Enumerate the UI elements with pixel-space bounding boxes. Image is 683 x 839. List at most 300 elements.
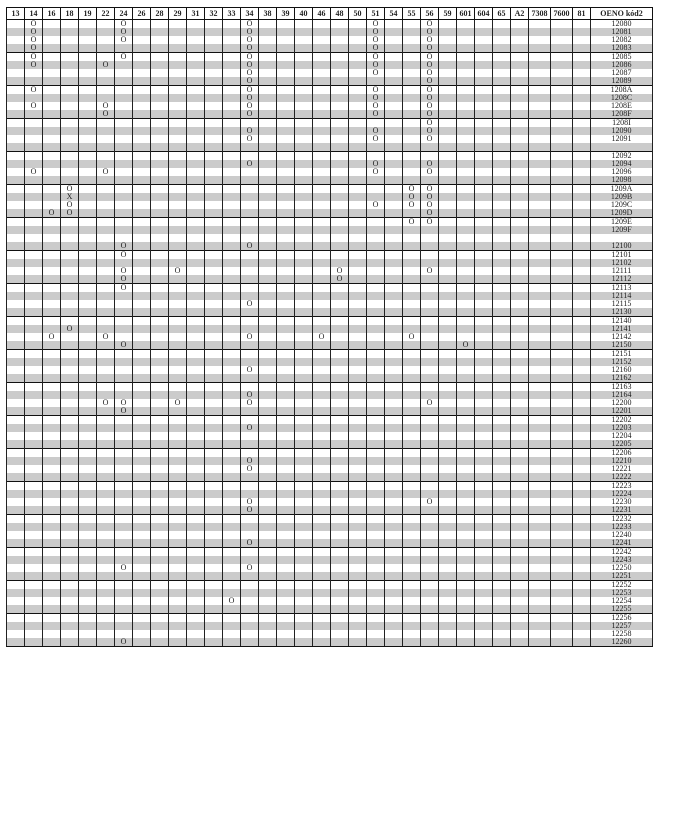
mark-cell <box>79 185 97 194</box>
mark-cell <box>385 317 403 326</box>
mark-cell <box>25 523 43 531</box>
mark-cell <box>439 275 457 284</box>
mark-cell <box>7 209 25 218</box>
mark-cell <box>385 449 403 458</box>
mark-cell <box>133 201 151 209</box>
mark-cell <box>367 597 385 605</box>
mark-cell <box>97 358 115 366</box>
mark-cell: O <box>421 218 439 227</box>
mark-cell <box>439 168 457 176</box>
mark-cell <box>169 548 187 557</box>
mark-cell <box>493 630 511 638</box>
mark-cell <box>421 531 439 539</box>
mark-cell <box>79 36 97 44</box>
mark-cell <box>349 102 367 110</box>
mark-cell <box>241 292 259 300</box>
mark-cell <box>187 20 205 29</box>
mark-cell <box>205 135 223 143</box>
mark-cell <box>97 341 115 350</box>
mark-cell <box>493 556 511 564</box>
table-row <box>7 69 653 77</box>
mark-cell <box>25 135 43 143</box>
mark-cell <box>223 143 241 152</box>
mark-cell <box>205 407 223 416</box>
mark-cell <box>7 416 25 425</box>
table-row <box>7 432 653 440</box>
mark-cell <box>169 292 187 300</box>
header-col-55: 55 <box>403 8 421 20</box>
mark-cell <box>367 374 385 383</box>
oeno-code-cell: 1209C <box>591 201 653 209</box>
mark-cell: O <box>367 168 385 176</box>
oeno-code-cell: 12082 <box>591 36 653 44</box>
mark-cell <box>493 86 511 95</box>
oeno-code-cell: 12087 <box>591 69 653 77</box>
mark-cell <box>277 572 295 581</box>
mark-cell <box>457 44 475 53</box>
mark-cell <box>457 473 475 482</box>
mark-cell <box>511 490 529 498</box>
mark-cell <box>277 350 295 359</box>
mark-cell <box>43 597 61 605</box>
mark-cell <box>187 275 205 284</box>
mark-cell <box>367 572 385 581</box>
mark-cell <box>25 383 43 392</box>
mark-cell <box>403 86 421 95</box>
mark-cell <box>7 498 25 506</box>
mark-cell <box>7 589 25 597</box>
mark-cell <box>331 317 349 326</box>
mark-cell <box>457 308 475 317</box>
mark-cell: O <box>367 61 385 69</box>
mark-cell <box>385 482 403 491</box>
mark-cell <box>403 94 421 102</box>
mark-cell: O <box>61 185 79 194</box>
mark-cell <box>385 399 403 407</box>
mark-cell <box>331 581 349 590</box>
mark-cell <box>331 622 349 630</box>
mark-cell <box>457 399 475 407</box>
mark-cell <box>7 374 25 383</box>
mark-cell <box>529 630 551 638</box>
mark-cell <box>439 622 457 630</box>
mark-cell <box>187 482 205 491</box>
mark-cell <box>151 548 169 557</box>
mark-cell <box>79 110 97 119</box>
mark-cell <box>493 127 511 135</box>
mark-cell <box>151 589 169 597</box>
mark-cell <box>223 69 241 77</box>
mark-cell <box>133 589 151 597</box>
mark-cell <box>277 506 295 515</box>
mark-cell <box>385 152 403 161</box>
mark-cell <box>573 36 591 44</box>
mark-cell <box>133 457 151 465</box>
mark-cell <box>511 292 529 300</box>
mark-cell <box>493 482 511 491</box>
mark-cell <box>475 242 493 251</box>
mark-cell <box>115 152 133 161</box>
mark-cell <box>573 449 591 458</box>
mark-cell <box>151 383 169 392</box>
mark-cell <box>493 424 511 432</box>
mark-cell <box>367 143 385 152</box>
mark-cell <box>551 242 573 251</box>
mark-cell <box>551 564 573 572</box>
mark-cell <box>457 193 475 201</box>
mark-cell: O <box>403 193 421 201</box>
mark-cell <box>25 614 43 623</box>
mark-cell <box>7 152 25 161</box>
mark-cell <box>205 234 223 242</box>
mark-cell <box>259 581 277 590</box>
mark-cell <box>493 638 511 647</box>
mark-cell <box>457 374 475 383</box>
mark-cell <box>205 284 223 293</box>
mark-cell <box>7 333 25 341</box>
mark-cell <box>277 176 295 185</box>
mark-cell <box>529 473 551 482</box>
oeno-code-cell: 12251 <box>591 572 653 581</box>
mark-cell <box>493 317 511 326</box>
mark-cell <box>115 259 133 267</box>
mark-cell: O <box>97 168 115 176</box>
mark-cell <box>421 374 439 383</box>
mark-cell <box>475 506 493 515</box>
mark-cell <box>223 36 241 44</box>
mark-cell <box>367 449 385 458</box>
mark-cell <box>115 506 133 515</box>
mark-cell <box>79 284 97 293</box>
mark-cell <box>331 226 349 234</box>
mark-cell <box>61 515 79 524</box>
mark-cell <box>493 614 511 623</box>
mark-cell <box>511 638 529 647</box>
oeno-code-cell: 1209B <box>591 193 653 201</box>
mark-cell <box>151 234 169 242</box>
mark-cell <box>151 523 169 531</box>
mark-cell <box>223 160 241 168</box>
mark-cell <box>551 284 573 293</box>
mark-cell <box>511 28 529 36</box>
mark-cell <box>313 242 331 251</box>
mark-cell <box>439 465 457 473</box>
mark-cell <box>79 325 97 333</box>
mark-cell <box>367 300 385 308</box>
mark-cell <box>295 308 313 317</box>
header-col-19: 19 <box>79 8 97 20</box>
mark-cell <box>349 366 367 374</box>
mark-cell <box>313 127 331 135</box>
mark-cell <box>349 152 367 161</box>
mark-cell <box>349 416 367 425</box>
mark-cell <box>259 20 277 29</box>
mark-cell: O <box>61 209 79 218</box>
mark-cell <box>205 614 223 623</box>
mark-cell <box>223 424 241 432</box>
mark-cell <box>241 119 259 128</box>
mark-cell: O <box>241 86 259 95</box>
mark-cell <box>151 440 169 449</box>
mark-cell <box>457 457 475 465</box>
mark-cell: O <box>241 391 259 399</box>
mark-cell <box>511 317 529 326</box>
mark-cell: O <box>25 168 43 176</box>
mark-cell <box>187 251 205 260</box>
mark-cell <box>61 383 79 392</box>
mark-cell <box>385 350 403 359</box>
mark-cell <box>115 201 133 209</box>
oeno-code-cell: 12210 <box>591 457 653 465</box>
mark-cell: O <box>421 28 439 36</box>
mark-cell <box>205 292 223 300</box>
mark-cell <box>385 201 403 209</box>
mark-cell <box>457 498 475 506</box>
mark-cell <box>457 94 475 102</box>
mark-cell <box>475 234 493 242</box>
mark-cell <box>259 267 277 275</box>
mark-cell <box>367 209 385 218</box>
mark-cell <box>313 201 331 209</box>
mark-cell <box>385 572 403 581</box>
mark-cell <box>331 110 349 119</box>
mark-cell <box>403 127 421 135</box>
table-row <box>7 193 653 201</box>
mark-cell <box>349 333 367 341</box>
mark-cell <box>169 515 187 524</box>
mark-cell <box>457 407 475 416</box>
mark-cell <box>259 143 277 152</box>
mark-cell <box>187 341 205 350</box>
mark-cell <box>25 341 43 350</box>
mark-cell <box>573 53 591 62</box>
mark-cell <box>421 325 439 333</box>
mark-cell <box>493 168 511 176</box>
mark-cell <box>205 308 223 317</box>
mark-cell: O <box>367 201 385 209</box>
mark-cell <box>403 341 421 350</box>
mark-cell <box>349 119 367 128</box>
mark-cell <box>7 515 25 524</box>
mark-cell <box>133 523 151 531</box>
mark-cell <box>367 350 385 359</box>
table-row <box>7 234 653 242</box>
mark-cell <box>403 308 421 317</box>
mark-cell <box>331 614 349 623</box>
mark-cell <box>277 325 295 333</box>
mark-cell <box>475 333 493 341</box>
mark-cell <box>349 242 367 251</box>
mark-cell <box>25 482 43 491</box>
mark-cell: O <box>241 506 259 515</box>
mark-cell <box>331 53 349 62</box>
mark-cell <box>97 424 115 432</box>
mark-cell <box>187 44 205 53</box>
mark-cell <box>421 539 439 548</box>
mark-cell <box>169 209 187 218</box>
mark-cell <box>259 622 277 630</box>
mark-cell <box>403 242 421 251</box>
mark-cell <box>277 523 295 531</box>
header-col-38: 38 <box>259 8 277 20</box>
mark-cell <box>475 53 493 62</box>
mark-cell <box>241 523 259 531</box>
mark-cell <box>61 350 79 359</box>
mark-cell <box>551 457 573 465</box>
mark-cell <box>313 548 331 557</box>
mark-cell: O <box>367 102 385 110</box>
mark-cell <box>133 473 151 482</box>
mark-cell <box>61 638 79 647</box>
mark-cell <box>43 69 61 77</box>
mark-cell <box>457 350 475 359</box>
mark-cell <box>295 135 313 143</box>
mark-cell <box>385 234 403 242</box>
mark-cell <box>439 20 457 29</box>
mark-cell <box>349 350 367 359</box>
mark-cell: O <box>421 44 439 53</box>
mark-cell <box>7 135 25 143</box>
mark-cell <box>403 28 421 36</box>
mark-cell <box>551 556 573 564</box>
mark-cell <box>79 506 97 515</box>
mark-cell <box>511 201 529 209</box>
mark-cell <box>25 160 43 168</box>
mark-cell <box>475 251 493 260</box>
mark-cell <box>573 86 591 95</box>
mark-cell <box>79 523 97 531</box>
table-row <box>7 597 653 605</box>
mark-cell <box>241 374 259 383</box>
mark-cell <box>205 622 223 630</box>
mark-cell <box>295 424 313 432</box>
mark-cell <box>493 383 511 392</box>
mark-cell <box>421 482 439 491</box>
header-col-26: 26 <box>133 8 151 20</box>
mark-cell <box>457 176 475 185</box>
mark-cell <box>385 292 403 300</box>
mark-cell <box>25 548 43 557</box>
mark-cell <box>187 135 205 143</box>
mark-cell <box>313 36 331 44</box>
oeno-code-cell: 12241 <box>591 539 653 548</box>
mark-cell <box>25 350 43 359</box>
mark-cell <box>169 366 187 374</box>
mark-cell <box>313 300 331 308</box>
header-col-28: 28 <box>151 8 169 20</box>
mark-cell <box>385 119 403 128</box>
mark-cell <box>187 69 205 77</box>
mark-cell <box>551 473 573 482</box>
mark-cell <box>7 383 25 392</box>
mark-cell <box>133 275 151 284</box>
mark-cell <box>313 135 331 143</box>
mark-cell <box>7 597 25 605</box>
mark-cell <box>511 259 529 267</box>
mark-cell <box>457 622 475 630</box>
mark-cell <box>79 457 97 465</box>
mark-cell <box>385 605 403 614</box>
mark-cell <box>187 416 205 425</box>
mark-cell <box>493 218 511 227</box>
mark-cell <box>367 407 385 416</box>
mark-cell <box>457 449 475 458</box>
mark-cell <box>439 242 457 251</box>
mark-cell <box>79 300 97 308</box>
mark-cell <box>79 366 97 374</box>
mark-cell <box>475 473 493 482</box>
mark-cell <box>79 449 97 458</box>
mark-cell <box>511 218 529 227</box>
mark-cell <box>295 556 313 564</box>
mark-cell <box>529 69 551 77</box>
table-row <box>7 102 653 110</box>
mark-cell <box>241 267 259 275</box>
mark-cell <box>439 61 457 69</box>
table-row <box>7 506 653 515</box>
mark-cell <box>403 564 421 572</box>
mark-cell <box>241 589 259 597</box>
mark-cell <box>295 539 313 548</box>
mark-cell <box>97 94 115 102</box>
mark-cell <box>295 341 313 350</box>
mark-cell <box>151 86 169 95</box>
mark-cell <box>187 234 205 242</box>
mark-cell <box>551 465 573 473</box>
mark-cell <box>331 168 349 176</box>
mark-cell <box>439 399 457 407</box>
mark-cell: O <box>421 201 439 209</box>
mark-cell <box>439 209 457 218</box>
mark-cell <box>295 292 313 300</box>
table-row <box>7 449 653 458</box>
mark-cell <box>97 630 115 638</box>
mark-cell <box>551 28 573 36</box>
table-row <box>7 350 653 359</box>
mark-cell <box>511 119 529 128</box>
mark-cell <box>551 69 573 77</box>
mark-cell <box>187 242 205 251</box>
mark-cell: O <box>97 110 115 119</box>
header-oeno-code: OENO kód2 <box>591 8 653 20</box>
mark-cell <box>313 440 331 449</box>
mark-cell <box>151 399 169 407</box>
mark-cell <box>493 416 511 425</box>
mark-cell <box>133 366 151 374</box>
mark-cell <box>529 523 551 531</box>
mark-cell <box>511 77 529 86</box>
mark-cell <box>385 366 403 374</box>
mark-cell <box>205 457 223 465</box>
mark-cell <box>43 539 61 548</box>
mark-cell <box>43 358 61 366</box>
mark-cell <box>367 284 385 293</box>
mark-cell <box>511 143 529 152</box>
mark-cell: O <box>241 127 259 135</box>
mark-cell <box>331 135 349 143</box>
mark-cell <box>529 572 551 581</box>
mark-cell: O <box>115 53 133 62</box>
mark-cell <box>475 94 493 102</box>
mark-cell <box>551 506 573 515</box>
mark-cell <box>493 432 511 440</box>
mark-cell <box>551 317 573 326</box>
mark-cell <box>7 317 25 326</box>
mark-cell <box>457 515 475 524</box>
mark-cell <box>529 490 551 498</box>
mark-cell <box>79 473 97 482</box>
mark-cell <box>79 548 97 557</box>
